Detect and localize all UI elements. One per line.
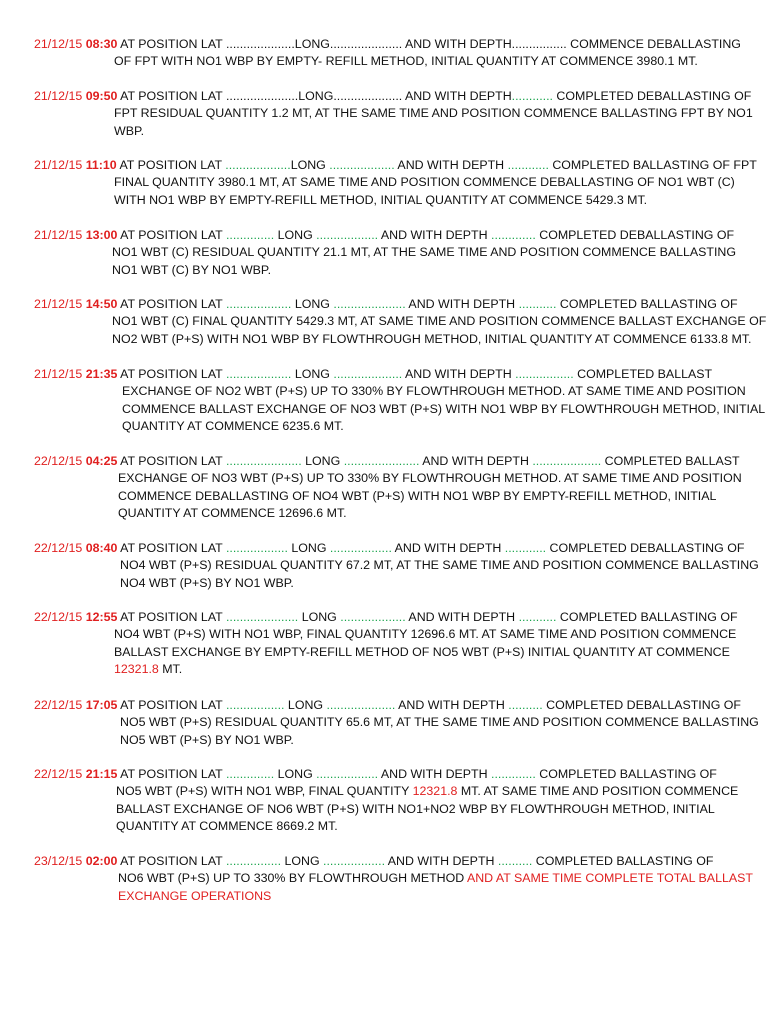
entry-text: AND WITH DEPTH [405, 297, 519, 311]
entry-text: COMPLETED BALLASTING OF [556, 610, 738, 624]
entry-time: 04:25 [85, 454, 118, 468]
entry-date: 21/12/15 [34, 367, 86, 381]
placeholder-dots: .................... [532, 454, 602, 468]
entry-date: 22/12/15 [34, 454, 86, 468]
entry-text: COMPLETED BALLASTING OF [556, 297, 738, 311]
entry-date: 22/12/15 [34, 541, 86, 555]
placeholder-dots: ................... [340, 610, 406, 624]
log-entry-continuation-line [34, 244, 746, 261]
placeholder-dots: .......... [508, 698, 543, 712]
log-entry [34, 853, 753, 905]
log-entry [34, 157, 757, 209]
placeholder-dots: .................... [333, 367, 403, 381]
entry-text: EXCHANGE OF NO2 WBT (P+S) UP TO 330% BY FLOWTHROUGH METHOD. AT SAME TIME AND POSITION [122, 384, 746, 399]
entry-date: 21/12/15 [34, 158, 86, 172]
entry-text: LONG [274, 228, 317, 242]
log-entry [34, 227, 746, 279]
placeholder-dots: ........... [518, 297, 557, 311]
entry-time: 21:35 [85, 367, 118, 381]
log-entry-continuation-line [34, 123, 746, 140]
entry-text: COMPLETED DEBALLASTING OF [546, 541, 745, 555]
entry-time: 08:40 [85, 541, 118, 555]
placeholder-dots: .................. [316, 228, 379, 242]
placeholder-dots: .............. [225, 767, 275, 781]
entry-text: NO2 WBT (P+S) WITH NO1 WBP BY FLOWTHROUGH METHOD, INITIAL QUANTITY AT COMMENCE 6133.8 MT. [112, 331, 752, 346]
log-entry-continuation-line [34, 870, 753, 887]
log-entry [34, 366, 766, 436]
log-entry-continuation-line [34, 331, 752, 348]
placeholder-dots: ............. [491, 228, 536, 242]
entry-text: AT POSITION LAT [117, 541, 226, 555]
highlighted-text: AND AT SAME TIME COMPLETE TOTAL BALLAST [466, 871, 753, 886]
log-entry-continuation-line [34, 714, 759, 731]
entry-text: COMPLETED DEBALLASTING OF [535, 228, 735, 242]
entry-text: COMMENCE BALLAST EXCHANGE OF NO3 WBT (P+S) WITH NO1 WBP BY FLOWTHROUGH METHOD, INITIAL [122, 401, 766, 416]
placeholder-dots: ..................... [225, 610, 299, 624]
placeholder-dots: .................. [316, 767, 379, 781]
log-entry-continuation-line [34, 505, 746, 522]
entry-time: 14:50 [85, 297, 118, 311]
entry-text: NO1 WBT (C) FINAL QUANTITY 5429.3 MT, AT SAME TIME AND POSITION COMMENCE BALLAST EXCHANGE OF [112, 314, 767, 329]
log-entry-continuation-line [34, 644, 746, 661]
entry-text: AT POSITION LAT [117, 854, 226, 868]
placeholder-dots: ................... [225, 367, 292, 381]
entry-text: LONG [274, 767, 317, 781]
entry-text: LONG [281, 854, 324, 868]
log-entry [34, 36, 746, 71]
entry-text: MT. [158, 662, 183, 677]
entry-text: AND WITH DEPTH [402, 367, 516, 381]
entry-time: 13:00 [85, 228, 118, 242]
log-entry-continuation-line [34, 818, 746, 835]
entry-text: COMPLETED BALLASTING OF [535, 767, 717, 781]
entry-time: 08:30 [85, 37, 118, 51]
entry-text: QUANTITY AT COMMENCE 6235.6 MT. [122, 419, 344, 434]
entry-text: AND WITH DEPTH [419, 454, 533, 468]
log-entry-first-line [34, 366, 746, 383]
placeholder-dots: .................. [225, 541, 288, 555]
entry-text: COMPLETED BALLAST [573, 367, 713, 381]
log-entry [34, 766, 746, 836]
log-entry-continuation-line [34, 174, 746, 191]
entry-text: BALLAST EXCHANGE OF NO6 WBT (P+S) WITH NO1+NO2 WBP BY FLOWTHROUGH METHOD, INITIAL [116, 801, 715, 816]
log-entry-continuation-line [34, 732, 746, 749]
log-entry-continuation-line [34, 801, 746, 818]
placeholder-dots: .................... [326, 698, 396, 712]
log-entry-continuation-line [34, 313, 767, 330]
placeholder-dots: ..................... [333, 297, 406, 311]
log-entry-first-line [34, 609, 746, 626]
entry-date: 23/12/15 [34, 854, 86, 868]
placeholder-dots: ........... [518, 610, 557, 624]
entry-text: AT POSITION LAT [117, 610, 226, 624]
entry-text: EXCHANGE OF NO3 WBT (P+S) UP TO 330% BY FLOWTHROUGH METHOD. AT SAME TIME AND POSITION [118, 471, 742, 486]
log-entry-continuation-line [34, 470, 746, 487]
entry-text: AND WITH DEPTH [378, 767, 492, 781]
entry-text: AND WITH DEPTH [395, 698, 509, 712]
entry-text: AT POSITION LAT [117, 367, 226, 381]
entry-date: 22/12/15 [34, 610, 86, 624]
placeholder-dots: ............. [491, 767, 536, 781]
log-entry-first-line [34, 453, 746, 470]
placeholder-dots: ............ [511, 89, 553, 103]
placeholder-dots: ...................... [225, 454, 302, 468]
entry-text: NO4 WBT (P+S) BY NO1 WBP. [120, 575, 294, 590]
log-entry [34, 697, 759, 749]
entry-text: WITH NO1 WBP BY EMPTY-REFILL METHOD, INITIAL QUANTITY AT COMMENCE 5429.3 MT. [114, 192, 648, 207]
placeholder-dots: .......... [497, 854, 533, 868]
entry-text: NO1 WBT (C) RESIDUAL QUANTITY 21.1 MT, AT THE SAME TIME AND POSITION COMMENCE BALLASTING [112, 245, 737, 260]
log-entry-continuation-line [34, 401, 766, 418]
entry-text: AND WITH DEPTH [391, 541, 505, 555]
entry-time: 21:15 [85, 767, 118, 781]
entry-text: LONG [291, 367, 334, 381]
entry-date: 21/12/15 [34, 228, 86, 242]
entry-text: LONG [298, 610, 341, 624]
entry-time: 11:10 [85, 158, 117, 172]
entry-text: LONG [287, 541, 330, 555]
placeholder-dots: ................... [225, 158, 291, 172]
entry-text: COMPLETED DEBALLASTING OF [552, 89, 752, 103]
entry-date: 22/12/15 [34, 698, 86, 712]
entry-date: 21/12/15 [34, 297, 86, 311]
placeholder-dots: ................... [329, 158, 395, 172]
entry-text: NO5 WBT (P+S) BY NO1 WBP. [120, 732, 294, 747]
entry-text: AT POSITION LAT ....................LONG..................... AND WITH DEPTH................ COMMENCE DEBALLASTING [117, 37, 741, 51]
entry-text: AT POSITION LAT [117, 698, 226, 712]
log-entry-continuation-line [34, 575, 746, 592]
placeholder-dots: ............ [504, 541, 547, 555]
entry-text: OF FPT WITH NO1 WBP BY EMPTY- REFILL METHOD, INITIAL QUANTITY AT COMMENCE 3980.1 MT. [114, 54, 698, 69]
placeholder-dots: ................... [225, 297, 292, 311]
entry-text: AND WITH DEPTH [405, 610, 519, 624]
entry-text: AT POSITION LAT [117, 297, 226, 311]
entry-text: NO5 WBT (P+S) WITH NO1 WBP, FINAL QUANTITY [116, 784, 413, 799]
log-entry-first-line [34, 540, 746, 557]
entry-text: LONG [291, 297, 334, 311]
log-entry-first-line [34, 36, 746, 53]
placeholder-dots: .................. [329, 541, 392, 555]
entry-text: FINAL QUANTITY 3980.1 MT, AT SAME TIME AND POSITION COMMENCE DEBALLASTING OF NO1 WBT (C) [114, 175, 735, 190]
log-entry-continuation-line [34, 888, 746, 905]
entry-text: NO6 WBT (P+S) UP TO 330% BY FLOWTHROUGH METHOD [118, 871, 467, 886]
log-entry [34, 88, 753, 140]
placeholder-dots: .............. [225, 228, 275, 242]
entry-text: MT. AT SAME TIME AND POSITION COMMENCE [457, 784, 739, 799]
log-entry-continuation-line [34, 557, 759, 574]
entry-date: 21/12/15 [34, 89, 86, 103]
placeholder-dots: ................. [515, 367, 574, 381]
log-entry-continuation-line [34, 383, 746, 400]
log-entry-first-line [34, 88, 752, 105]
entry-date: 22/12/15 [34, 767, 86, 781]
log-entry [34, 609, 746, 679]
log-entry-first-line [34, 296, 746, 313]
entry-text: AND WITH DEPTH [378, 228, 492, 242]
entry-text: COMPLETED BALLASTING OF FPT [548, 158, 757, 172]
log-entry-continuation-line [34, 105, 753, 122]
placeholder-dots: ................. [225, 698, 285, 712]
log-entry-continuation-line [34, 53, 746, 70]
log-entry-first-line [34, 766, 746, 783]
placeholder-dots: ............ [507, 158, 549, 172]
entry-text: AT POSITION LAT [117, 454, 226, 468]
highlighted-text: EXCHANGE OPERATIONS [118, 888, 272, 903]
log-entry-first-line [34, 697, 746, 714]
entry-text: LONG [290, 158, 330, 172]
entry-text: LONG [301, 454, 344, 468]
entry-text: COMPLETED DEBALLASTING OF [542, 698, 741, 712]
entry-text: COMPLETED BALLASTING OF [532, 854, 714, 868]
log-entry [34, 453, 746, 523]
entry-text: QUANTITY AT COMMENCE 12696.6 MT. [118, 506, 347, 521]
log-entry-continuation-line [34, 192, 746, 209]
entry-text: AT POSITION LAT [117, 767, 226, 781]
entry-text: FPT RESIDUAL QUANTITY 1.2 MT, AT THE SAME TIME AND POSITION COMMENCE BALLASTING FPT BY NO1 [114, 106, 753, 121]
placeholder-dots: ...................... [343, 454, 420, 468]
log-entry-first-line [34, 853, 746, 870]
entry-text: AT POSITION LAT [117, 228, 226, 242]
entry-text: COMPLETED BALLAST [601, 454, 740, 468]
entry-text: AND WITH DEPTH [394, 158, 508, 172]
highlighted-text: 12321.8 [412, 784, 458, 799]
log-entry-first-line [34, 157, 757, 174]
entry-time: 12:55 [85, 610, 118, 624]
log-entry-first-line [34, 227, 746, 244]
log-entry-continuation-line [34, 626, 746, 643]
log-entry-continuation-line [34, 488, 746, 505]
entry-text: LONG [284, 698, 327, 712]
entry-time: 02:00 [85, 854, 118, 868]
entry-text: NO1 WBT (C) BY NO1 WBP. [112, 262, 272, 277]
log-entry-continuation-line [34, 262, 746, 279]
entry-text: AT POSITION LAT .....................LONG.................... AND WITH DEPTH [117, 89, 512, 103]
placeholder-dots: ................ [225, 854, 282, 868]
entry-text: COMMENCE DEBALLASTING OF NO4 WBT (P+S) WITH NO1 WBP BY EMPTY-REFILL METHOD, INITIAL [118, 488, 717, 503]
entry-text: AND WITH DEPTH [385, 854, 498, 868]
log-entry [34, 296, 767, 348]
entry-text: NO4 WBT (P+S) RESIDUAL QUANTITY 67.2 MT, AT THE SAME TIME AND POSITION COMMENCE BALLASTING [120, 558, 759, 573]
log-entry-continuation-line [34, 783, 746, 800]
entry-text: QUANTITY AT COMMENCE 8669.2 MT. [116, 819, 338, 834]
entry-time: 09:50 [85, 89, 118, 103]
entry-time: 17:05 [85, 698, 118, 712]
entry-text: BALLAST EXCHANGE BY EMPTY-REFILL METHOD OF NO5 WBT (P+S) INITIAL QUANTITY AT COMMENCE [114, 644, 730, 659]
entry-text: AT POSITION LAT [116, 158, 226, 172]
placeholder-dots: .................. [323, 854, 386, 868]
log-entry [34, 540, 759, 592]
entry-text: NO5 WBT (P+S) RESIDUAL QUANTITY 65.6 MT, AT THE SAME TIME AND POSITION COMMENCE BALLASTING [120, 715, 759, 730]
entry-date: 21/12/15 [34, 37, 86, 51]
log-entry-continuation-line [34, 418, 746, 435]
log-entry-continuation-line [34, 661, 746, 678]
entry-text: NO4 WBT (P+S) WITH NO1 WBP, FINAL QUANTITY 12696.6 MT. AT SAME TIME AND POSITION COMMENCE [114, 627, 737, 642]
entry-text: WBP. [114, 123, 145, 138]
highlighted-text: 12321.8 [114, 662, 159, 677]
